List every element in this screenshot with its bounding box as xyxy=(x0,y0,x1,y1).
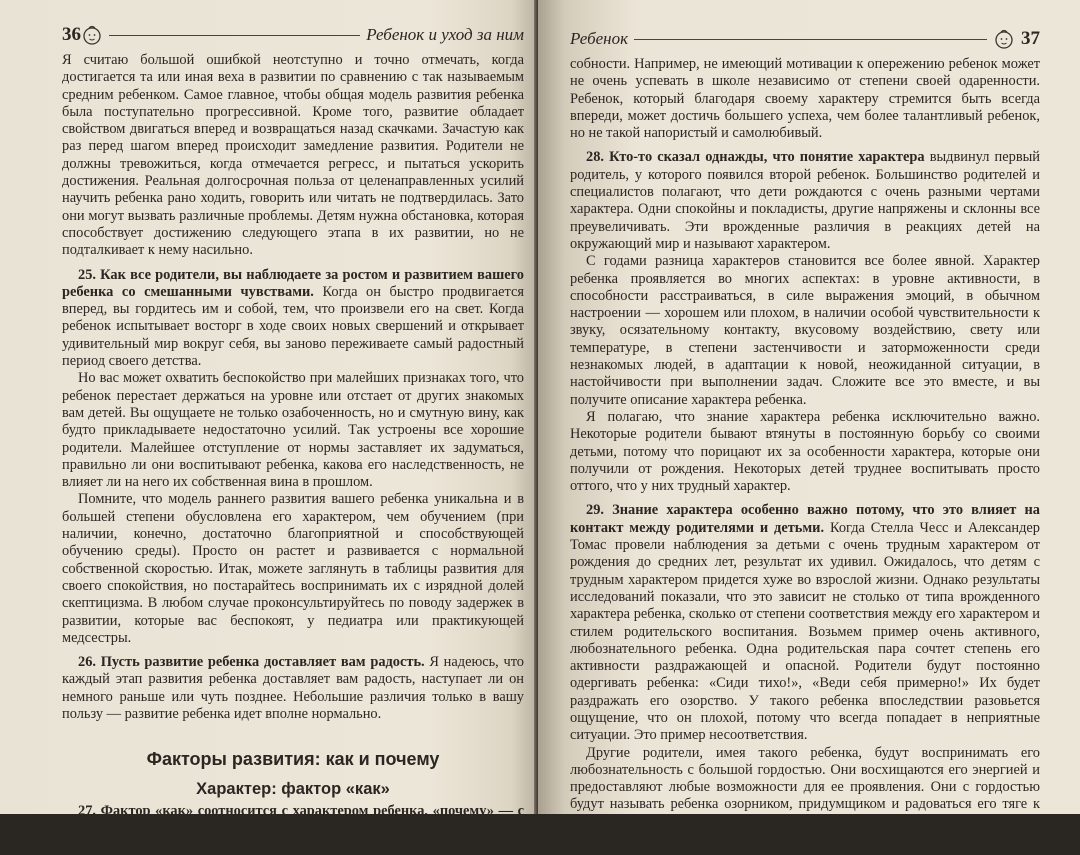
baby-face-icon xyxy=(81,24,103,46)
running-title: Ребенок xyxy=(570,29,629,48)
baby-face-icon xyxy=(993,28,1015,50)
paragraph: 29. Знание характера особенно важно потому, что это влияет на контакт между родителями и детьми. Когда Стелла Чесс и Александер Томас провели наблюдения за детьми с очень трудным характером от рождения до средних лет, результат их удивил. Ожидалось, что детям с трудным характером придется хуже во взрослой жизни. Однако результаты исследований показали, что это зависит не столько от типа врожденного характера ребенка, сколько от степени соответствия между его характером и стилем родительского воспитания. Возьмем пример очень активного, любознательного ребенка. Одна родительская пара сочтет степень его активности раздражающей и опасной. Родители будут постоянно одергивать ребенка: «Сиди тихо!», «Веди себя примерно!» Их будет раздражать его озорство. У такого ребенка впоследствии разовьется ощущение, что он плохой, потому что всегда попадает в неприятные ситуации. Это пример несоответствия. xyxy=(570,502,1040,744)
right-page xyxy=(538,0,1080,830)
paragraph: Я полагаю, что знание характера ребенка исключительно важно. Некоторые родители бывают втянуты в постоянную борьбу со своими детьми, потому что порицают их за особенности характера, которые они получили от рождения. Некоторых детей труднее воспитывать просто оттого, что у них трудный характер. xyxy=(570,408,1040,495)
paragraph: 28. Кто-то сказал однажды, что понятие характера выдвинул первый родитель, у которого появился второй ребенок. Большинство родителей и специалистов полагают, что дети рождаются с очень разными чертами характера. Одни спокойны и покладисты, другие напряжены и склонны все преувеличивать. Эти врожденные различия в реакциях детей на окружающий мир и называют характером. xyxy=(570,149,1040,252)
paragraph: собности. Например, не имеющий мотивации к опережению ребенок может не очень успевать в школе независимо от степени своей одаренности. Ребенок, который благодаря своему характеру стремится быть всегда впереди, может достичь большего успеха, чем более талантливый ребенок, но не такой напористый и самолюбивый. xyxy=(570,56,1040,142)
subsection-title: Характер: фактор «как» xyxy=(196,780,390,799)
page-number: 36 xyxy=(62,24,81,45)
paragraph: Но вас может охватить беспокойство при малейших признаках того, что ребенок перестает держаться на уровне или отстает от других знакомых вам детей. Вы ощущаете не только озабоченность, но и смутную вину, как будто прикладываете недостаточно усилий. Так устроены все хорошие родители. Малейшее отступление от нормы заставляет их задуматься, правильно ли они воспитывают ребенка, какова его наследственность, не влияет ли на него их собственная вина в прошлом. xyxy=(62,370,524,491)
paragraph-27: 27. Фактор «как» соотносится с характером ребенка, «почему» — с мотивацией его действий и поступков. В перспективе эти факторы развития, может быть, не менее важны, чем присущие ребенку спо- xyxy=(62,803,524,854)
left-page xyxy=(0,0,538,854)
right-running-head xyxy=(570,26,1040,52)
page-number: 37 xyxy=(1021,28,1040,49)
paragraph: Помните, что модель раннего развития вашего ребенка уникальна и в большей степени обусловлена его характером, чем обучением (при наличии, конечно, достаточно благоприятной и способствующей обучению среды). Просто он растет и развивается с нормальной собственной скоростью. Итак, можете заглянуть в таблицы развития для своего спокойствия, но постарайтесь воспринимать их с изрядной долей скептицизма. В любом случае проконсультируйтесь по поводу задержек в развитии, которые вас беспокоят, у педиатра или практикующей медсестры. xyxy=(62,491,524,646)
section-title: Факторы развития: как и почему xyxy=(146,749,440,770)
left-body-text xyxy=(62,52,524,723)
paragraph: Другие родители, имея такого ребенка, будут воспринимать его любознательность с большой гордостью. Они восхищаются его энергией и предоставляют любые возможности для ее проявления. Они с гордостью будут называть ребенка озорником, придумщиком и радоваться его тяге к приключениям. Такой ребенок вырастет с положи- xyxy=(570,744,1040,830)
paragraph: Я считаю большой ошибкой неотступно и точно отмечать, когда достигается та или иная веха в развитии по сравнению с так называемым средним ребенком. Самое главное, чтобы общая модель развития ребенка была поступательно прогрессивной. Кроме того, развитие обладает свойством двигаться вперед и возвращаться назад скачками. Зачастую как раз перед шагом вперед происходит замедление развития. Родители не должны тревожиться, когда отмечается регресс, и пытаться ускорить достижения. Реальная долгосрочная польза от целенаправленных усилий научить ребенка рано ходить, говорить или читать не подтвердилась. Зато они могут вызвать различные проблемы. Детям нужна обстановка, которая способствует достижению следующего этапа в их развитии, но не подталкивает к нему насильно. xyxy=(62,52,524,259)
left-running-head xyxy=(62,22,524,48)
right-body-text xyxy=(570,56,1040,831)
paragraph: 25. Как все родители, вы наблюдаете за ростом и развитием вашего ребенка со смешанными чувствами. Когда он быстро продвигается вперед, вы гордитесь им и собой, тем, что произвели его на свет. Когда ребенок испытывает восторг в ходе своих новых свершений и открывает удивительный мир вокруг себя, вы заново переживаете самый радостный период своего детства. xyxy=(62,266,524,370)
header-rule xyxy=(109,35,360,36)
paragraph: 26. Пусть развитие ребенка доставляет вам радость. Я надеюсь, что каждый этап развития ребенка доставляет вам радость, наступает ли он немного раньше или чуть позднее. Небольшие различия только в вашу пользу — развитие ребенка идет вполне нормально. xyxy=(62,654,524,722)
paragraph: С годами разница характеров становится все более явной. Характер ребенка проявляется во многих аспектах: в уровне активности, в способности расстраиваться, в силе выражения эмоций, в обычном настроении — хорошем или плохом, в наличии особой чувствительности к звуку, осязательному контакту, вкусовому воздействию, свету или температуре, в степени застенчивости и заторможенности среди незнакомых людей, в адаптации к новой, неожиданной ситуации, в настойчивости при выполнении задач. Сложите все это вместе, и вы получите описание характера ребенка. xyxy=(570,253,1040,408)
header-rule xyxy=(634,39,987,40)
running-title: Ребенок и уход за ним xyxy=(366,25,524,44)
